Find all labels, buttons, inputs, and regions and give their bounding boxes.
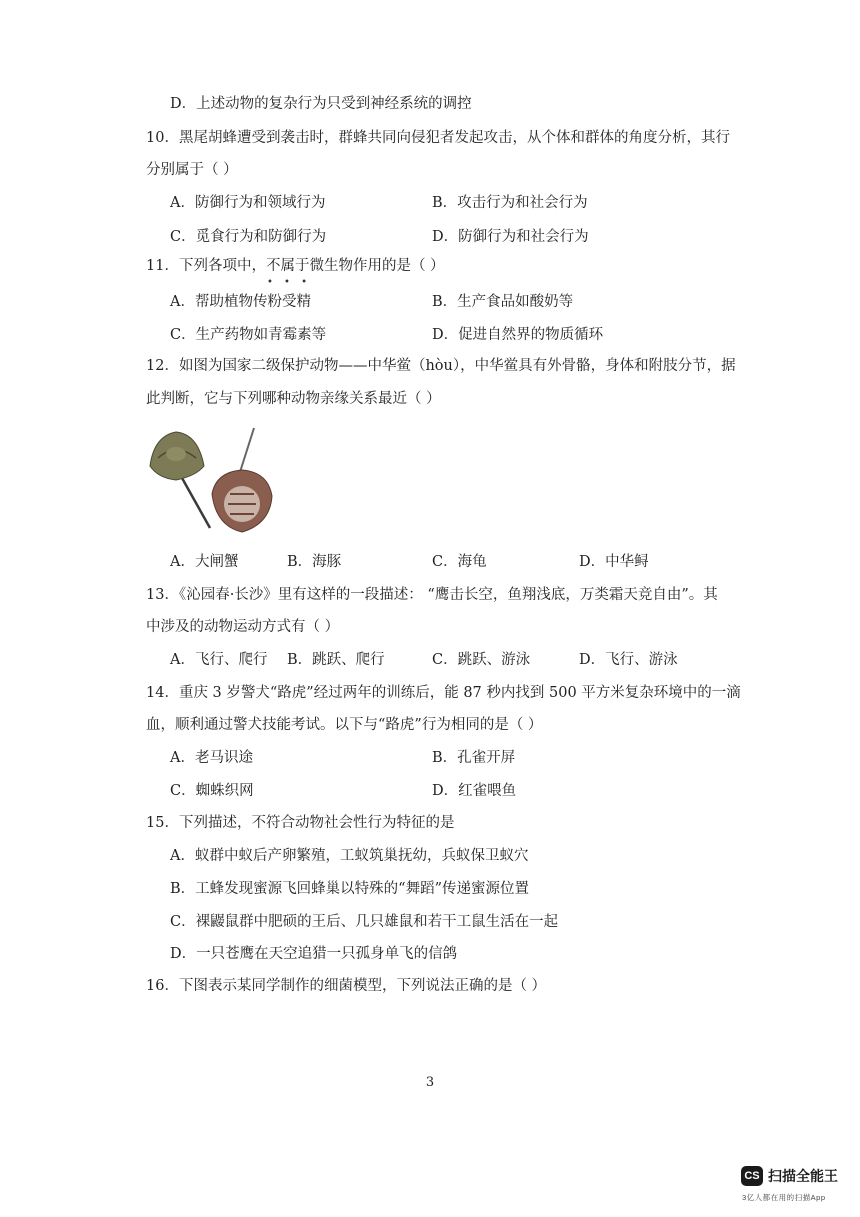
q9-option-d: D．上述动物的复杂行为只受到神经系统的调控 bbox=[170, 96, 472, 112]
q12-option-d: D．中华鲟 bbox=[579, 554, 649, 570]
q10-stem-line2: 分别属于（ ） bbox=[146, 162, 238, 178]
q15-option-c: C．裸鼹鼠群中肥硕的王后、几只雄鼠和若干工鼠生活在一起 bbox=[170, 914, 559, 930]
q12-stem-line2: 此判断，它与下列哪种动物亲缘关系最近（ ） bbox=[146, 391, 441, 407]
q12-option-c: C．海龟 bbox=[432, 554, 487, 570]
q12-option-a: A．大闸蟹 bbox=[170, 554, 239, 570]
q11-emphasis-dots: • • • bbox=[266, 277, 312, 288]
q14-option-b: B．孔雀开屏 bbox=[432, 750, 516, 766]
crab1-tail bbox=[182, 478, 210, 528]
q14-option-c: C．蜘蛛织网 bbox=[170, 783, 254, 799]
q10-option-d: D．防御行为和社会行为 bbox=[432, 229, 589, 245]
horseshoe-crab-image bbox=[146, 424, 280, 536]
q15-option-b: B．工蜂发现蜜源飞回蜂巢以特殊的“舞蹈”传递蜜源位置 bbox=[170, 881, 529, 897]
q14-option-a: A．老马识途 bbox=[170, 750, 253, 766]
q13-option-d: D．飞行、游泳 bbox=[579, 652, 678, 668]
camscanner-brand-name: 扫描全能王 bbox=[768, 1168, 838, 1184]
q13-option-b: B．跳跃、爬行 bbox=[287, 652, 385, 668]
q11-emphasis bbox=[265, 258, 312, 288]
q15-option-a: A．蚁群中蚁后产卵繁殖，工蚁筑巢抚幼，兵蚁保卫蚁穴 bbox=[170, 848, 529, 864]
q13-stem-line1: 13．《沁园春·长沙》里有这样的一段描述： “鹰击长空，鱼翔浅底，万类霜天竞自由”。其 bbox=[146, 587, 718, 603]
q13-option-a: A．飞行、爬行 bbox=[170, 652, 268, 668]
q11-option-a: A．帮助植物传粉受精 bbox=[170, 294, 311, 310]
camscanner-logo-icon: CS bbox=[741, 1166, 763, 1186]
q11-stem bbox=[146, 256, 445, 288]
q12-option-b: B．海豚 bbox=[287, 554, 342, 570]
q10-option-b: B．攻击行为和社会行为 bbox=[432, 195, 588, 211]
q11-option-b: B．生产食品如酸奶等 bbox=[432, 294, 574, 310]
q11-stem-pre: 11．下列各项中， bbox=[146, 258, 266, 274]
q16-stem: 16．下图表示某同学制作的细菌模型，下列说法正确的是（ ） bbox=[146, 978, 547, 994]
crab2-tail bbox=[240, 428, 254, 472]
q10-option-a: A．防御行为和领域行为 bbox=[170, 195, 326, 211]
q15-option-d: D．一只苍鹰在天空追猎一只孤身单飞的信鸽 bbox=[170, 946, 458, 962]
q10-stem-line1: 10．黑尾胡蜂遭受到袭击时，群蜂共同向侵犯者发起攻击，从个体和群体的角度分析，其行 bbox=[146, 130, 730, 146]
camscanner-tagline: 3亿人都在用的扫描App bbox=[742, 1193, 826, 1202]
page-number: 3 bbox=[425, 1075, 435, 1090]
q11-stem-post: 微生物作用的是（ ） bbox=[309, 258, 445, 274]
q11-option-d: D．促进自然界的物质循环 bbox=[432, 327, 604, 343]
q14-stem-line1: 14．重庆 3 岁警犬“路虎”经过两年的训练后，能 87 秒内找到 500 平方米复杂环境中的一滴 bbox=[146, 685, 741, 701]
q15-stem: 15．下列描述，不符合动物社会性行为特征的是 bbox=[146, 815, 455, 831]
q13-stem-line2: 中涉及的动物运动方式有（ ） bbox=[146, 619, 340, 635]
q10-option-c: C．觅食行为和防御行为 bbox=[170, 229, 327, 245]
q12-stem-line1: 12．如图为国家二级保护动物——中华鲎（hòu），中华鲎具有外骨骼，身体和附肢分节，据 bbox=[146, 358, 736, 374]
q14-stem-line2: 血，顺利通过警犬技能考试。以下与“路虎”行为相同的是（ ） bbox=[146, 717, 543, 733]
q14-option-d: D．红雀喂鱼 bbox=[432, 783, 517, 799]
q13-option-c: C．跳跃、游泳 bbox=[432, 652, 531, 668]
q11-emphasis-text: 不属于 bbox=[265, 258, 310, 274]
q11-option-c: C．生产药物如青霉素等 bbox=[170, 327, 327, 343]
